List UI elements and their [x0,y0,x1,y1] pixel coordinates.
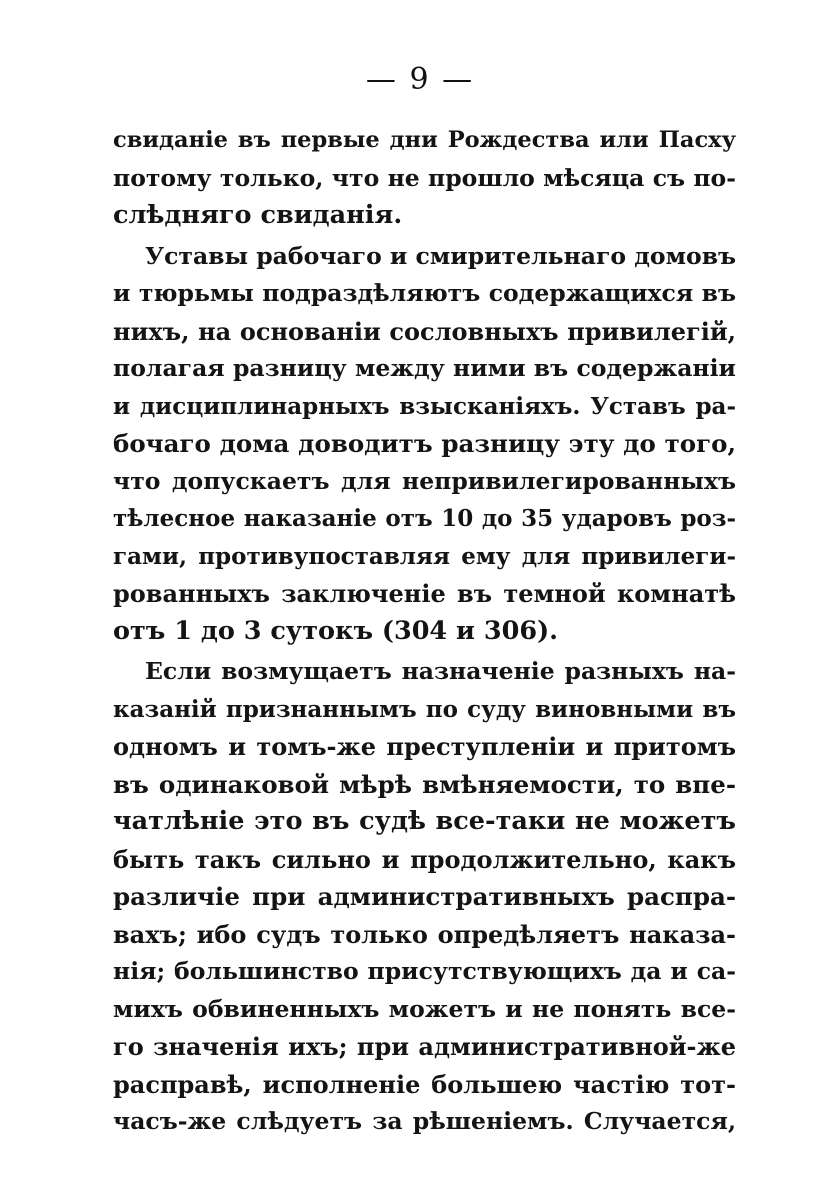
paragraph-1 [113,122,736,235]
text-line: часъ-же слѣдуетъ за рѣшеніемъ. Случается, [113,1107,736,1135]
text-line: свиданіе въ первые дни Рождества или Пасху [113,127,736,153]
text-line: въ одинаковой мѣрѣ вмѣняемости, то впе- [113,769,736,799]
text-line: казаній признаннымъ по суду виновными въ [113,695,736,723]
text-line: слѣдняго свиданія. [113,200,403,230]
text-line: Уставы рабочаго и смирительнаго домовъ [145,241,736,270]
text-line: нихъ, на основаніи сословныхъ привилегій, [113,316,736,346]
text-line: бочаго дома доводитъ разницу эту до того, [113,429,736,458]
text-line: михъ обвиненныхъ можетъ и не понять все- [113,994,736,1023]
text-line: одномъ и томъ-же преступленіи и притомъ [113,732,736,761]
text-line: Если возмущаетъ назначеніе разныхъ на- [145,657,736,685]
text-line: го значенія ихъ; при административной-же [113,1032,736,1061]
text-line: различіе при административныхъ распра- [113,882,736,911]
page-number: — 9 — [365,62,475,97]
text-line: чатлѣніе это въ судѣ все-таки не можетъ [113,806,736,836]
body-text [113,122,736,1141]
text-line: отъ 1 до 3 сутокъ (304 и 306). [113,615,559,646]
text-line: и тюрьмы подраздѣляютъ содержащихся въ [113,279,736,307]
text-line: полагая разницу между ними въ содержаніи [113,354,736,382]
text-line: и дисциплинарныхъ взысканіяхъ. Уставъ ра- [113,392,736,420]
text-line: нія; большинство присутствующихъ да и са- [113,957,736,985]
text-line: вахъ; ибо судъ только опредѣляетъ наказа- [113,919,736,949]
text-line: потому только, что не прошло мѣсяца съ по- [113,163,736,192]
paragraph-2 [113,238,736,651]
text-line: тѣлесное наказаніе отъ 10 до 35 ударовъ роз- [113,505,736,532]
text-line: расправѣ, исполненіе большею частію тот- [113,1069,736,1099]
paragraph-3 [113,653,736,1141]
text-line: быть такъ сильно и продолжительно, какъ [113,844,736,874]
text-line: рованныхъ заключеніе въ темной комнатѣ [113,579,736,608]
text-line: гами, противупоставляя ему для привилеги- [113,542,736,570]
text-line: что допускаетъ для непривилегированныхъ [113,466,736,495]
